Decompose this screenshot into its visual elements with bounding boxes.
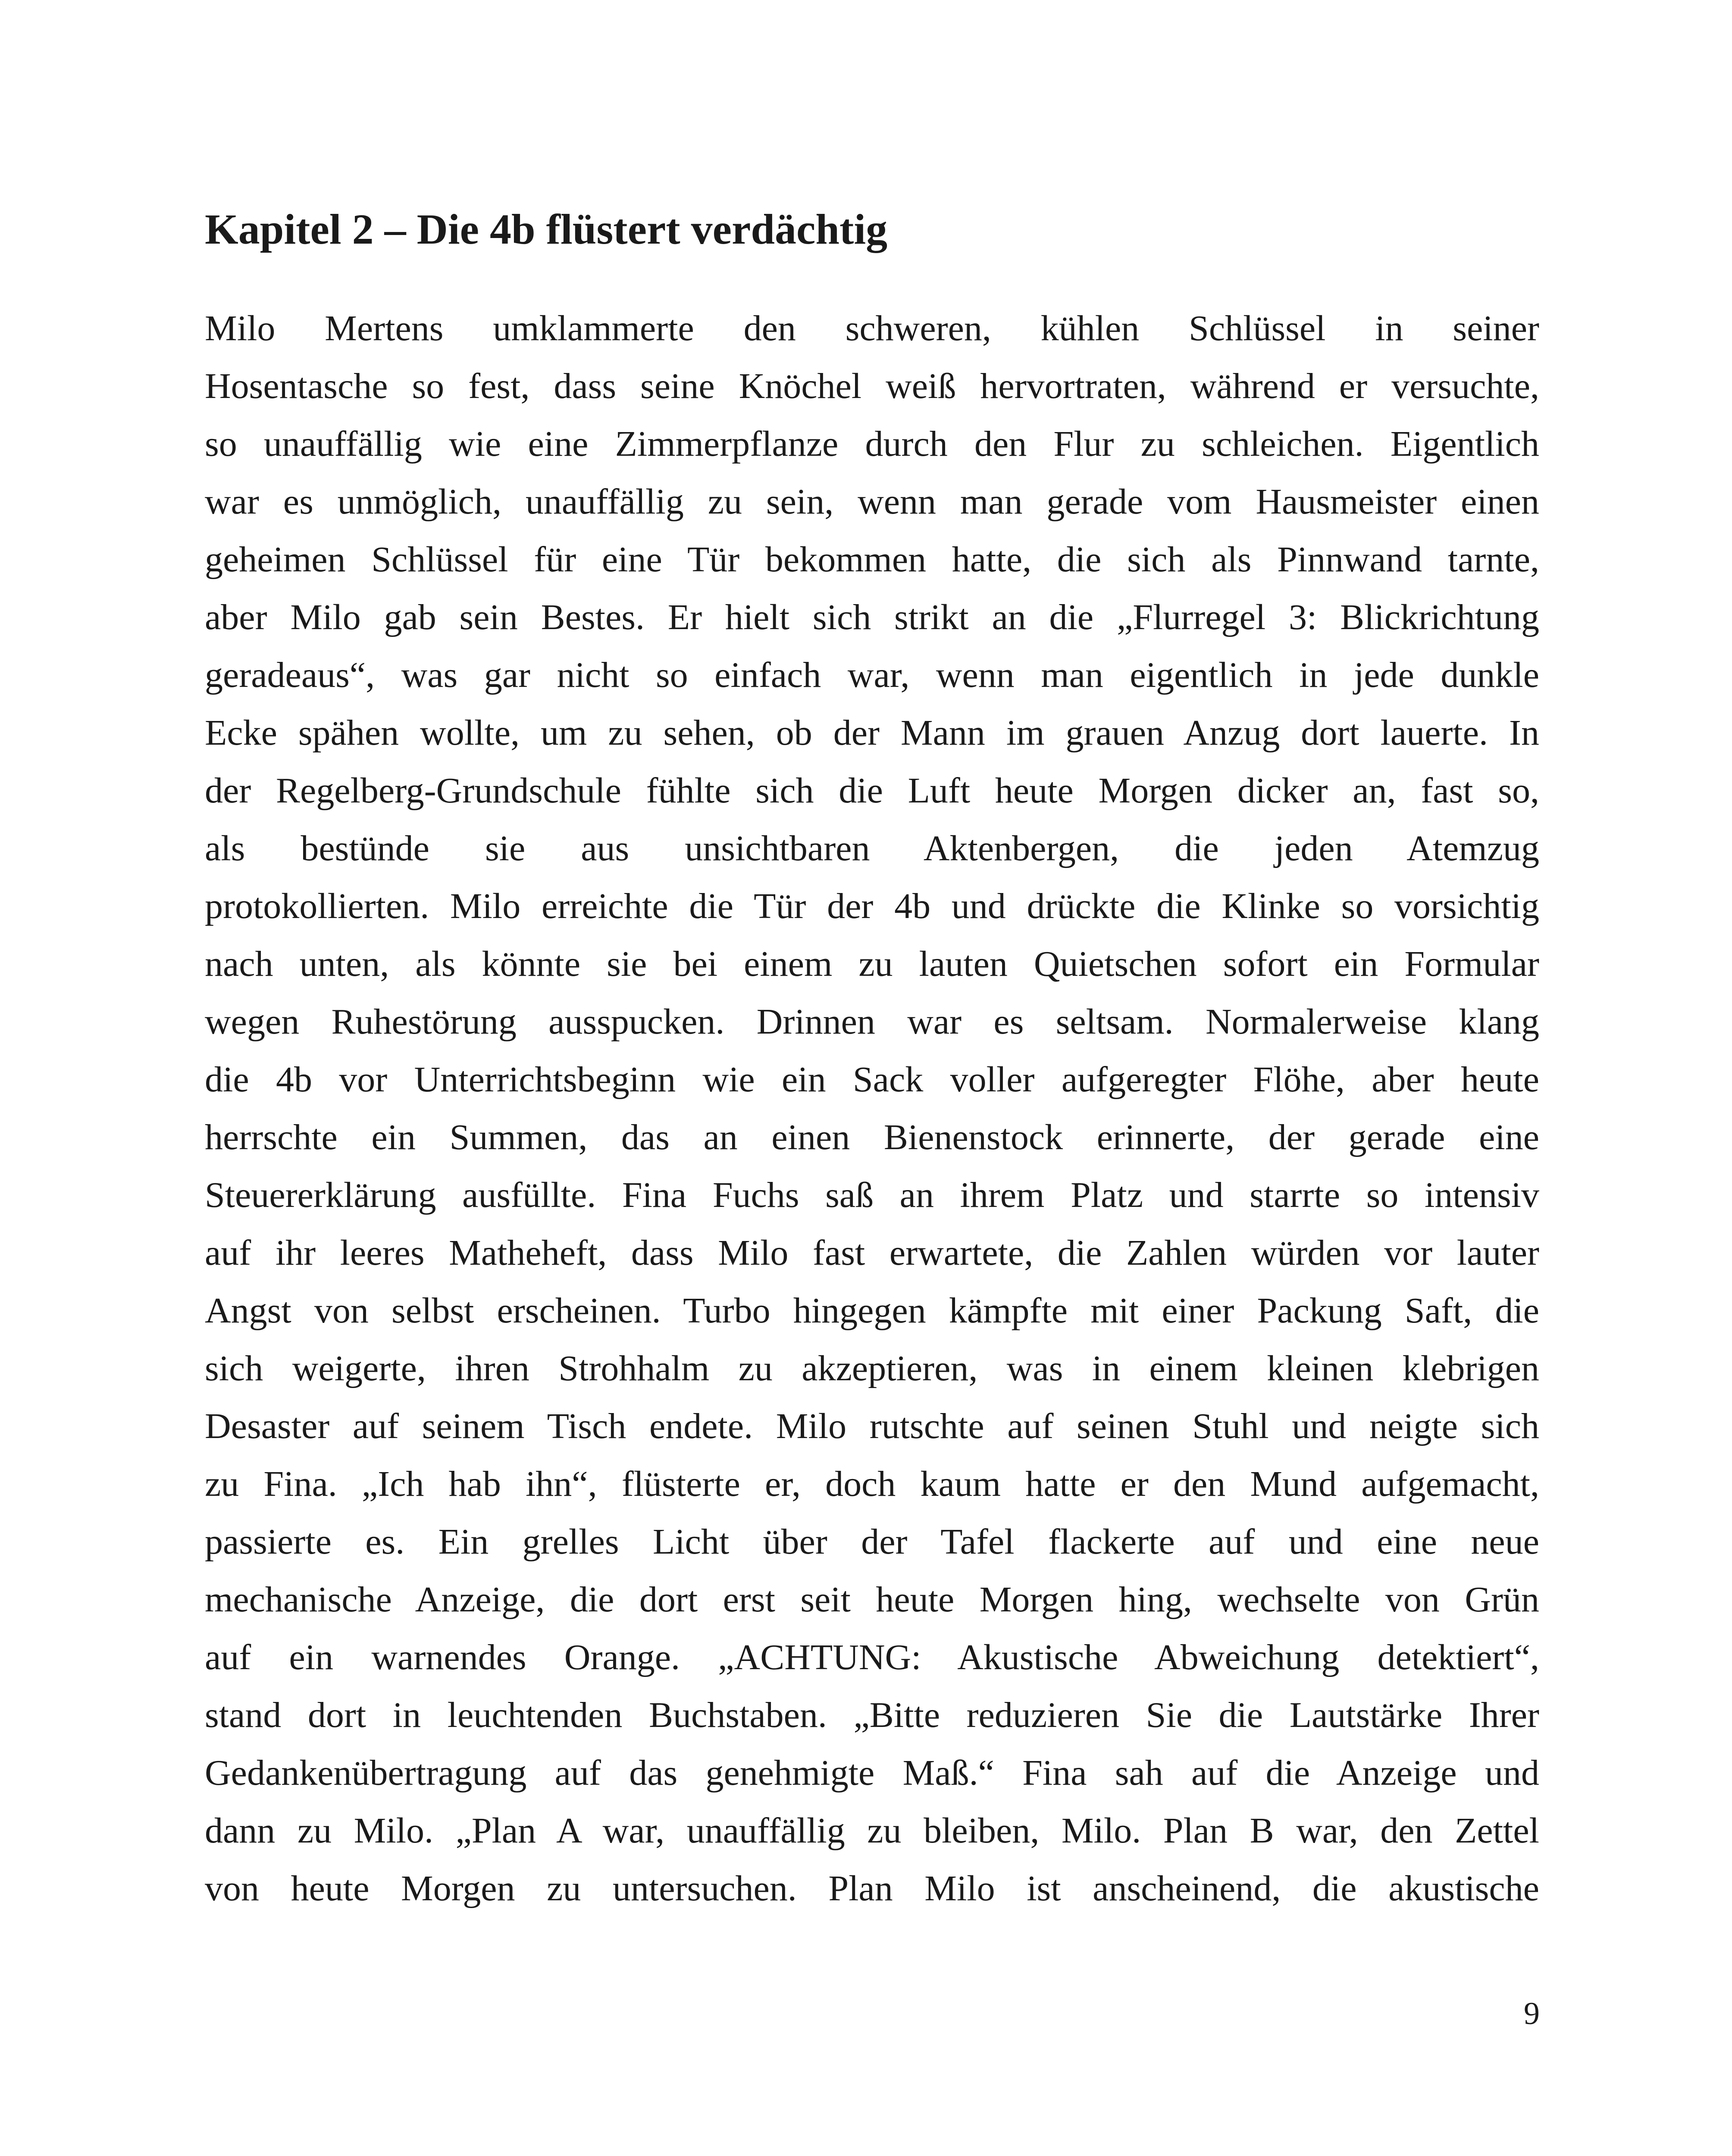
text-line: Hosentasche so fest, dass seine Knöchel weiß hervortraten, während er versuchte, — [205, 366, 1539, 406]
text-line: war es unmöglich, unauffällig zu sein, wenn man gerade vom Hausmeister einen — [205, 482, 1539, 522]
text-line: auf ihr leeres Matheheft, dass Milo fast erwartete, die Zahlen würden vor lauter — [205, 1233, 1539, 1273]
text-line: Ecke spähen wollte, um zu sehen, ob der Mann im grauen Anzug dort lauerte. In — [205, 713, 1539, 753]
page-number: 9 — [1524, 1996, 1540, 2031]
text-line: Steuererklärung ausfüllte. Fina Fuchs saß an ihrem Platz und starrte so intensiv — [205, 1175, 1539, 1215]
text-line: wegen Ruhestörung ausspucken. Drinnen war es seltsam. Normalerweise klang — [205, 1002, 1539, 1042]
text-line: nach unten, als könnte sie bei einem zu lauten Quietschen sofort ein Formular — [205, 944, 1539, 984]
text-line: stand dort in leuchtenden Buchstaben. „Bitte reduzieren Sie die Lautstärke Ihrer — [205, 1695, 1539, 1735]
body-paragraph — [205, 300, 1539, 1918]
text-line: von heute Morgen zu untersuchen. Plan Milo ist anscheinend, die akustische — [205, 1868, 1539, 1908]
text-line: Desaster auf seinem Tisch endete. Milo rutschte auf seinen Stuhl und neigte sich — [205, 1406, 1539, 1446]
text-line: auf ein warnendes Orange. „ACHTUNG: Akustische Abweichung detektiert“, — [205, 1637, 1539, 1677]
text-line: geradeaus“, was gar nicht so einfach war, wenn man eigentlich in jede dunkle — [205, 655, 1539, 695]
text-line: passierte es. Ein grelles Licht über der Tafel flackerte auf und eine neue — [205, 1522, 1539, 1562]
text-line: der Regelberg-Grundschule fühlte sich die Luft heute Morgen dicker an, fast so, — [205, 771, 1539, 811]
chapter-title: Kapitel 2 – Die 4b flüstert verdächtig — [205, 205, 888, 253]
text-line: Angst von selbst erscheinen. Turbo hingegen kämpfte mit einer Packung Saft, die — [205, 1291, 1539, 1331]
text-line: mechanische Anzeige, die dort erst seit heute Morgen hing, wechselte von Grün — [205, 1579, 1539, 1620]
text-line: zu Fina. „Ich hab ihn“, flüsterte er, doch kaum hatte er den Mund aufgemacht, — [205, 1464, 1539, 1504]
text-line: Milo Mertens umklammerte den schweren, kühlen Schlüssel in seiner — [205, 308, 1539, 348]
text-line: protokollierten. Milo erreichte die Tür der 4b und drückte die Klinke so vorsichtig — [205, 886, 1539, 926]
text-line: Gedankenübertragung auf das genehmigte Maß.“ Fina sah auf die Anzeige und — [205, 1753, 1539, 1793]
text-line: geheimen Schlüssel für eine Tür bekommen hatte, die sich als Pinnwand tarnte, — [205, 539, 1539, 580]
text-line: als bestünde sie aus unsichtbaren Aktenbergen, die jeden Atemzug — [205, 828, 1539, 868]
text-line: sich weigerte, ihren Strohhalm zu akzeptieren, was in einem kleinen klebrigen — [205, 1348, 1539, 1388]
text-line: dann zu Milo. „Plan A war, unauffällig zu bleiben, Milo. Plan B war, den Zettel — [205, 1811, 1539, 1851]
text-line: aber Milo gab sein Bestes. Er hielt sich strikt an die „Flurregel 3: Blickrichtung — [205, 597, 1539, 637]
text-line: die 4b vor Unterrichtsbeginn wie ein Sack voller aufgeregter Flöhe, aber heute — [205, 1059, 1539, 1100]
text-line: so unauffällig wie eine Zimmerpflanze durch den Flur zu schleichen. Eigentlich — [205, 424, 1539, 464]
text-line: herrschte ein Summen, das an einen Bienenstock erinnerte, der gerade eine — [205, 1117, 1539, 1157]
